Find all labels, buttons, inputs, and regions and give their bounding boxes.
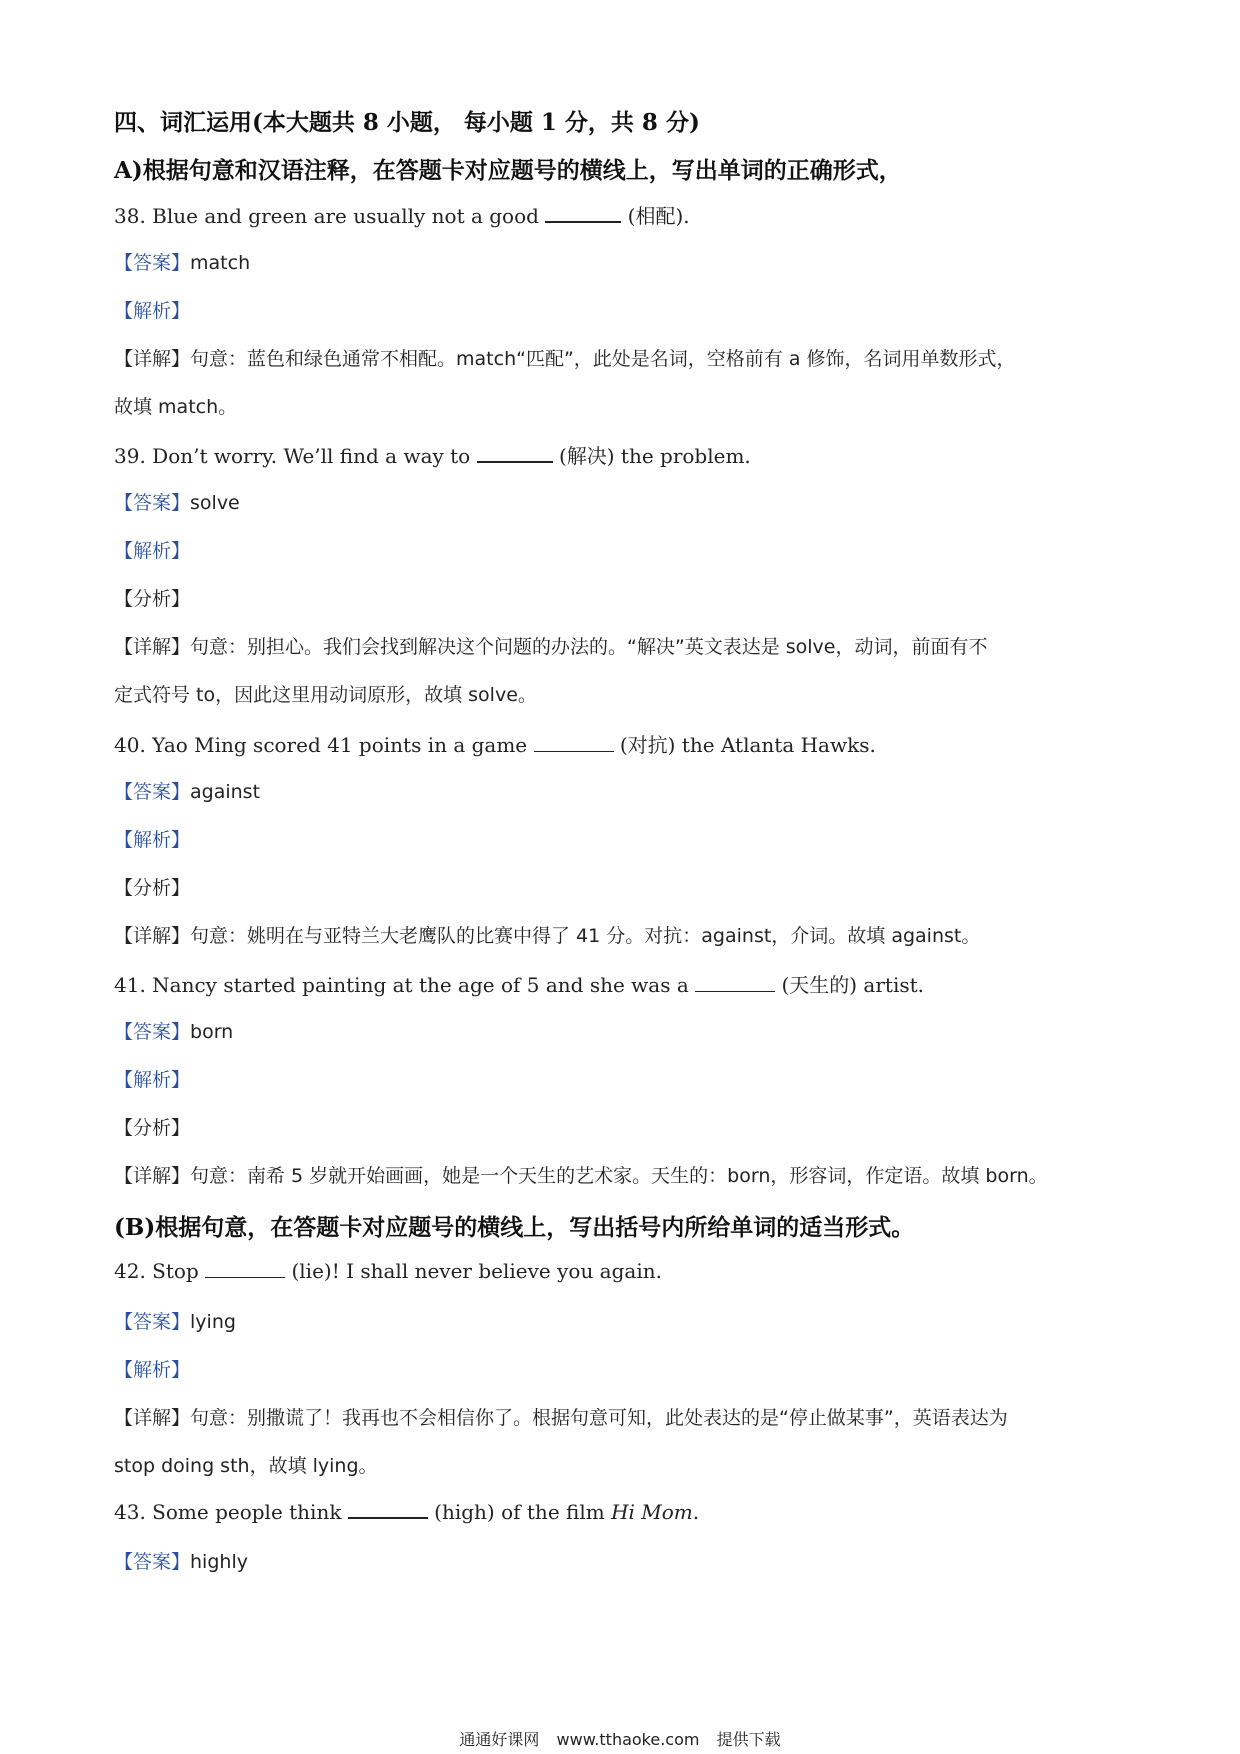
answer-row-40 [114, 777, 260, 804]
question-39-text: 39. Don’t worry. We’ll find a way to [114, 444, 471, 468]
jiexi-label: 【解析】 [114, 829, 191, 851]
detail-39-line2: 定式符号 to，因此这里用动词原形，故填 solve。 [114, 684, 537, 706]
question-43-text: 43. Some people think [114, 1500, 342, 1524]
question-38 [114, 200, 690, 229]
film-title: Hi Mom [611, 1500, 693, 1524]
detail-41-line1 [114, 1161, 1048, 1188]
question-40 [114, 729, 876, 758]
question-43-end: . [692, 1500, 700, 1524]
answer-text-41: born [190, 1021, 234, 1043]
section-title: 四、词汇运用(本大题共 8 小题， 每小题 1 分，共 8 分) [114, 109, 700, 136]
answer-label: 【答案】 [114, 781, 191, 803]
detail-text: 句意：蓝色和绿色通常不相配。match“匹配”，此处是名词，空格前有 a 修饰，名词用单数形式， [190, 348, 1016, 370]
answer-text-39: solve [190, 492, 240, 514]
jiexi-label: 【解析】 [114, 540, 191, 562]
answer-label: 【答案】 [114, 1021, 191, 1043]
detail-38-line1 [114, 344, 1016, 371]
answer-row-42 [114, 1307, 236, 1334]
answer-text-43: highly [190, 1551, 248, 1573]
question-42-text: 42. Stop [114, 1259, 199, 1283]
part-b-instruction: (B)根据句意，在答题卡对应题号的横线上，写出括号内所给单词的适当形式。 [114, 1214, 915, 1241]
detail-42-line2: stop doing sth，故填 lying。 [114, 1455, 378, 1477]
jiexi-label: 【解析】 [114, 1069, 191, 1091]
question-38-hint: (相配). [627, 204, 690, 228]
question-38-text: 38. Blue and green are usually not a good [114, 204, 539, 228]
question-43-hint: (high) of the film [434, 1500, 605, 1524]
jiexi-label: 【解析】 [114, 1359, 191, 1381]
detail-40-line1 [114, 921, 980, 948]
answer-blank [695, 973, 775, 992]
detail-text: 句意：别担心。我们会找到解决这个问题的办法的。“解决”英文表达是 solve，动词，前面有不 [190, 636, 988, 658]
answer-blank [205, 1259, 285, 1278]
answer-label: 【答案】 [114, 1551, 191, 1573]
answer-blank [348, 1499, 428, 1519]
detail-text: 句意：姚明在与亚特兰大老鹰队的比赛中得了 41 分。对抗：against，介词。故填 against。 [190, 925, 981, 947]
fenxi-label: 【分析】 [114, 588, 191, 610]
footer-url[interactable]: www.tthaoke.com [556, 1730, 700, 1749]
footer-suffix: 提供下载 [716, 1730, 781, 1749]
question-42-hint: (lie)! I shall never believe you again. [291, 1259, 662, 1283]
detail-label: 【详解】 [114, 1407, 191, 1429]
part-a-instruction: A)根据句意和汉语注释，在答题卡对应题号的横线上，写出单词的正确形式， [114, 157, 902, 184]
detail-text: 句意：别撒谎了！我再也不会相信你了。根据句意可知，此处表达的是“停止做某事”，英语表达为 [190, 1407, 1008, 1429]
answer-row-41 [114, 1017, 233, 1044]
detail-label: 【详解】 [114, 348, 191, 370]
fenxi-label: 【分析】 [114, 877, 191, 899]
answer-row-38 [114, 248, 250, 275]
question-41-text: 41. Nancy started painting at the age of 5 and she was a [114, 973, 689, 997]
detail-label: 【详解】 [114, 925, 191, 947]
detail-label: 【详解】 [114, 1165, 191, 1187]
answer-text-38: match [190, 252, 251, 274]
page-footer [0, 1727, 1240, 1750]
question-42 [114, 1259, 662, 1283]
detail-text: 句意：南希 5 岁就开始画画，她是一个天生的艺术家。天生的：born，形容词，作定语。故填 born。 [190, 1165, 1048, 1187]
answer-label: 【答案】 [114, 492, 191, 514]
detail-label: 【详解】 [114, 636, 191, 658]
answer-row-43 [114, 1547, 248, 1574]
answer-label: 【答案】 [114, 1311, 191, 1333]
question-40-text: 40. Yao Ming scored 41 points in a game [114, 733, 528, 757]
jiexi-label: 【解析】 [114, 300, 191, 322]
answer-text-42: lying [190, 1311, 236, 1333]
fenxi-label: 【分析】 [114, 1117, 191, 1139]
answer-row-39 [114, 488, 240, 515]
detail-42-line1 [114, 1403, 1008, 1430]
answer-blank [545, 203, 621, 223]
question-39 [114, 440, 751, 469]
detail-39-line1 [114, 632, 987, 659]
detail-38-line2: 故填 match。 [114, 396, 238, 418]
question-41 [114, 969, 924, 998]
question-41-hint: (天生的) artist. [781, 973, 925, 997]
answer-text-40: against [190, 781, 261, 803]
answer-blank [534, 733, 614, 752]
question-43 [114, 1499, 699, 1524]
question-40-hint: (对抗) the Atlanta Hawks. [619, 733, 876, 757]
question-39-hint: (解决) the problem. [558, 444, 751, 468]
answer-blank [477, 443, 553, 463]
answer-label: 【答案】 [114, 252, 191, 274]
footer-site-name: 通通好课网 [459, 1730, 540, 1749]
